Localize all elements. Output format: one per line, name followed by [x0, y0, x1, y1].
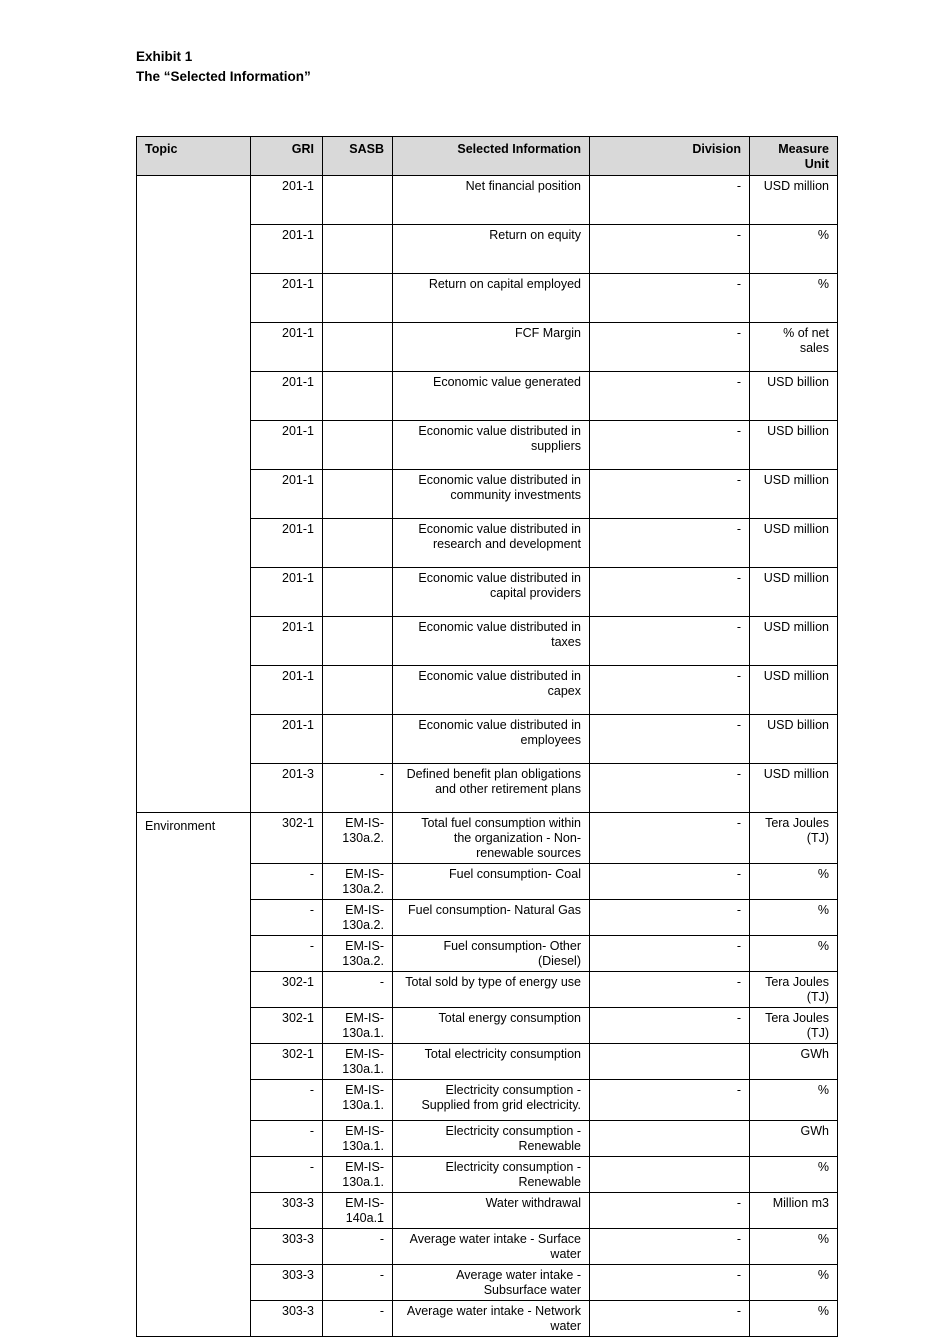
division-cell: - [590, 666, 750, 715]
sasb-cell: - [323, 972, 393, 1008]
sasb-cell [323, 225, 393, 274]
sasb-cell [323, 715, 393, 764]
header-selected-information: Selected Information [393, 137, 590, 176]
exhibit-number: Exhibit 1 [136, 49, 193, 64]
division-cell: - [590, 372, 750, 421]
measure-unit-cell: % [750, 1301, 838, 1337]
division-cell [590, 1157, 750, 1193]
selected-information-cell: Economic value distributed in research and development [393, 519, 590, 568]
selected-information-cell: Economic value distributed in community investments [393, 470, 590, 519]
selected-information-cell: Total energy consumption [393, 1008, 590, 1044]
header-division: Division [590, 137, 750, 176]
measure-unit-cell: % [750, 1080, 838, 1121]
gri-cell: - [251, 1157, 323, 1193]
division-cell: - [590, 1008, 750, 1044]
division-cell: - [590, 421, 750, 470]
gri-cell: 201-1 [251, 470, 323, 519]
gri-cell: 201-1 [251, 568, 323, 617]
table-row [137, 813, 838, 864]
table-row [137, 176, 838, 225]
sasb-cell: - [323, 1301, 393, 1337]
gri-cell: 201-1 [251, 323, 323, 372]
measure-unit-cell: % [750, 864, 838, 900]
division-cell: - [590, 323, 750, 372]
measure-unit-cell: USD billion [750, 715, 838, 764]
gri-cell: 201-1 [251, 715, 323, 764]
measure-unit-cell: GWh [750, 1044, 838, 1080]
selected-information-cell: Average water intake - Surface water [393, 1229, 590, 1265]
measure-unit-cell: % [750, 936, 838, 972]
gri-cell: 303-3 [251, 1229, 323, 1265]
measure-unit-cell: USD billion [750, 421, 838, 470]
division-cell [590, 1044, 750, 1080]
selected-information-cell: Fuel consumption- Natural Gas [393, 900, 590, 936]
measure-unit-cell: Tera Joules (TJ) [750, 813, 838, 864]
division-cell: - [590, 900, 750, 936]
selected-information-cell: Total electricity consumption [393, 1044, 590, 1080]
header-measure-unit: Measure Unit [750, 137, 838, 176]
division-cell: - [590, 1265, 750, 1301]
gri-cell: - [251, 900, 323, 936]
selected-information-cell: Economic value distributed in suppliers [393, 421, 590, 470]
gri-cell: 201-1 [251, 176, 323, 225]
measure-unit-cell: USD million [750, 617, 838, 666]
gri-cell: - [251, 1121, 323, 1157]
sasb-cell: - [323, 1229, 393, 1265]
division-cell: - [590, 1193, 750, 1229]
selected-information-cell: Water withdrawal [393, 1193, 590, 1229]
gri-cell: 303-3 [251, 1193, 323, 1229]
sasb-cell [323, 372, 393, 421]
selected-information-table [136, 136, 838, 1337]
sasb-cell: EM-IS-130a.2. [323, 864, 393, 900]
gri-cell: 302-1 [251, 813, 323, 864]
measure-unit-cell: USD million [750, 568, 838, 617]
header-sasb: SASB [323, 137, 393, 176]
exhibit-title: The “Selected Information” [136, 68, 311, 84]
division-cell: - [590, 972, 750, 1008]
measure-unit-cell: USD million [750, 176, 838, 225]
division-cell: - [590, 470, 750, 519]
measure-unit-cell: % [750, 1157, 838, 1193]
sasb-cell: - [323, 1265, 393, 1301]
measure-unit-cell: USD million [750, 666, 838, 715]
gri-cell: 201-3 [251, 764, 323, 813]
measure-unit-cell: Tera Joules (TJ) [750, 1008, 838, 1044]
division-cell: - [590, 1301, 750, 1337]
measure-unit-cell: % [750, 1229, 838, 1265]
division-cell: - [590, 617, 750, 666]
header-topic: Topic [137, 137, 251, 176]
gri-cell: 201-1 [251, 421, 323, 470]
sasb-cell: EM-IS-130a.1. [323, 1044, 393, 1080]
gri-cell: - [251, 864, 323, 900]
measure-unit-cell: USD million [750, 519, 838, 568]
topic-cell: Environment [137, 813, 251, 1337]
gri-cell: 201-1 [251, 666, 323, 715]
gri-cell: 201-1 [251, 274, 323, 323]
sasb-cell [323, 176, 393, 225]
gri-cell: - [251, 1080, 323, 1121]
division-cell: - [590, 1080, 750, 1121]
division-cell: - [590, 764, 750, 813]
header-gri: GRI [251, 137, 323, 176]
sasb-cell [323, 274, 393, 323]
selected-information-cell: FCF Margin [393, 323, 590, 372]
gri-cell: 201-1 [251, 519, 323, 568]
sasb-cell: EM-IS-130a.2. [323, 900, 393, 936]
selected-information-cell: Average water intake - Network water [393, 1301, 590, 1337]
sasb-cell: - [323, 764, 393, 813]
division-cell: - [590, 568, 750, 617]
sasb-cell: EM-IS-130a.1. [323, 1008, 393, 1044]
measure-unit-cell: % [750, 274, 838, 323]
measure-unit-cell: USD million [750, 470, 838, 519]
division-cell: - [590, 225, 750, 274]
gri-cell: 302-1 [251, 1044, 323, 1080]
measure-unit-cell: % [750, 1265, 838, 1301]
division-cell: - [590, 813, 750, 864]
sasb-cell: EM-IS-130a.1. [323, 1121, 393, 1157]
selected-information-cell: Economic value distributed in capital providers [393, 568, 590, 617]
sasb-cell [323, 470, 393, 519]
selected-information-cell: Return on capital employed [393, 274, 590, 323]
selected-information-cell: Economic value generated [393, 372, 590, 421]
sasb-cell: EM-IS-130a.1. [323, 1080, 393, 1121]
gri-cell: 201-1 [251, 617, 323, 666]
division-cell: - [590, 936, 750, 972]
division-cell: - [590, 864, 750, 900]
measure-unit-cell: Million m3 [750, 1193, 838, 1229]
sasb-cell [323, 323, 393, 372]
table-body [137, 176, 838, 1337]
gri-cell: 201-1 [251, 225, 323, 274]
measure-unit-cell: Tera Joules (TJ) [750, 972, 838, 1008]
sasb-cell [323, 568, 393, 617]
sasb-cell [323, 519, 393, 568]
sasb-cell: EM-IS-130a.2. [323, 813, 393, 864]
sasb-cell: EM-IS-130a.2. [323, 936, 393, 972]
sasb-cell [323, 666, 393, 715]
measure-unit-cell: % [750, 225, 838, 274]
gri-cell: - [251, 936, 323, 972]
selected-information-cell: Economic value distributed in taxes [393, 617, 590, 666]
division-cell: - [590, 1229, 750, 1265]
measure-unit-cell: USD million [750, 764, 838, 813]
gri-cell: 302-1 [251, 972, 323, 1008]
gri-cell: 201-1 [251, 372, 323, 421]
division-cell [590, 1121, 750, 1157]
selected-information-cell: Fuel consumption- Other (Diesel) [393, 936, 590, 972]
selected-information-cell: Economic value distributed in employees [393, 715, 590, 764]
gri-cell: 302-1 [251, 1008, 323, 1044]
selected-information-cell: Total fuel consumption within the organization - Non-renewable sources [393, 813, 590, 864]
sasb-cell: EM-IS-140a.1 [323, 1193, 393, 1229]
measure-unit-cell: % of net sales [750, 323, 838, 372]
selected-information-cell: Total sold by type of energy use [393, 972, 590, 1008]
selected-information-cell: Defined benefit plan obligations and other retirement plans [393, 764, 590, 813]
selected-information-cell: Average water intake - Subsurface water [393, 1265, 590, 1301]
gri-cell: 303-3 [251, 1265, 323, 1301]
measure-unit-cell: USD billion [750, 372, 838, 421]
division-cell: - [590, 176, 750, 225]
selected-information-cell: Net financial position [393, 176, 590, 225]
selected-information-cell: Electricity consumption - Renewable [393, 1121, 590, 1157]
selected-information-cell: Return on equity [393, 225, 590, 274]
selected-information-cell: Fuel consumption- Coal [393, 864, 590, 900]
division-cell: - [590, 715, 750, 764]
measure-unit-cell: % [750, 900, 838, 936]
topic-cell [137, 176, 251, 813]
measure-unit-cell: GWh [750, 1121, 838, 1157]
exhibit-heading [136, 47, 311, 86]
gri-cell: 303-3 [251, 1301, 323, 1337]
division-cell: - [590, 274, 750, 323]
division-cell: - [590, 519, 750, 568]
sasb-cell [323, 421, 393, 470]
selected-information-cell: Electricity consumption - Supplied from grid electricity. [393, 1080, 590, 1121]
selected-information-cell: Electricity consumption - Renewable [393, 1157, 590, 1193]
header-row [137, 137, 838, 176]
selected-information-cell: Economic value distributed in capex [393, 666, 590, 715]
sasb-cell [323, 617, 393, 666]
sasb-cell: EM-IS-130a.1. [323, 1157, 393, 1193]
